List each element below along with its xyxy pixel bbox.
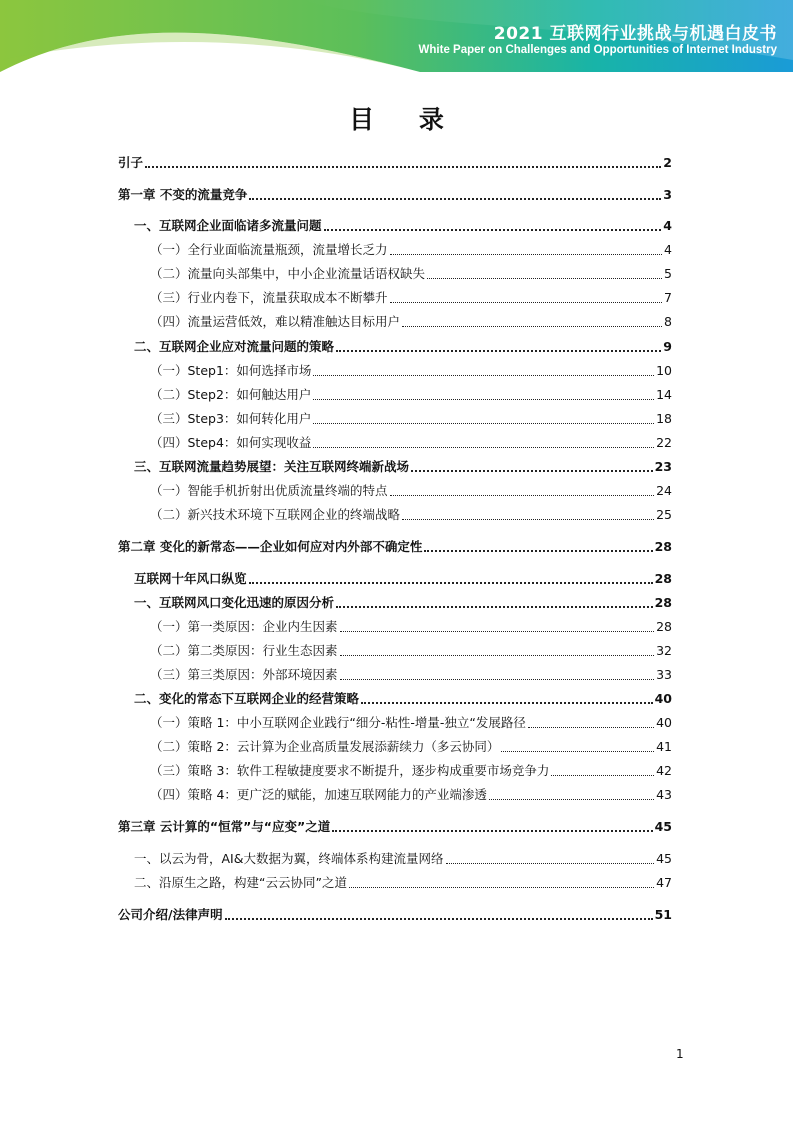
toc-entry-title: 引子 [118,155,144,170]
toc-dot-leader [313,399,654,400]
toc-entry-title: 三、互联网流量趋势展望：关注互联网终端新战场 [134,459,410,474]
toc-entry[interactable] [150,479,672,499]
toc-dot-leader [501,751,654,752]
toc-entry-title: 第一章 不变的流量竞争 [118,187,248,202]
header-subtitle: White Paper on Challenges and Opportunities of Internet Industry [418,44,777,56]
toc-entry-page: 51 [654,907,672,922]
toc-dot-leader [336,606,653,608]
toc-entry-title: （二）第二类原因：行业生态因素 [150,643,338,658]
toc-entry[interactable] [150,615,672,635]
toc-entry[interactable] [150,359,672,379]
toc-entry-page: 47 [656,875,672,890]
toc-entry[interactable] [150,238,672,258]
toc-entry-page: 18 [656,411,672,426]
toc-dot-leader [489,799,654,800]
toc-entry-page: 28 [654,539,672,554]
toc-entry-page: 33 [656,667,672,682]
toc-entry-page: 45 [656,851,672,866]
toc-entry[interactable] [150,759,672,779]
toc-dot-leader [528,727,654,728]
toc-entry[interactable] [134,847,672,867]
page-number: 1 [676,1047,684,1061]
toc-dot-leader [145,166,661,168]
toc-entry[interactable] [134,335,672,355]
toc-entry-title: 二、互联网企业应对流量问题的策略 [134,339,335,354]
toc-dot-leader [427,278,662,279]
toc-entry[interactable] [118,535,672,555]
toc-entry-page: 40 [654,691,672,706]
toc-entry-page: 10 [656,363,672,378]
toc-entry-page: 24 [656,483,672,498]
toc-entry-title: （四）Step4：如何实现收益 [150,435,312,450]
toc-dot-leader [411,470,653,472]
toc-entry-title: （四）流量运营低效，难以精准触达目标用户 [150,314,401,329]
header-title: 2021 互联网行业挑战与机遇白皮书 [493,24,777,44]
toc-entry-title: 第二章 变化的新常态——企业如何应对内外部不确定性 [118,539,423,554]
toc-entry-title: 一、互联网企业面临诸多流量问题 [134,218,322,233]
header-banner [0,0,793,72]
toc-entry-page: 9 [663,339,672,354]
toc-dot-leader [402,326,662,327]
toc-dot-leader [313,375,654,376]
toc-entry-title: 公司介绍/法律声明 [118,907,223,922]
toc-entry-page: 2 [663,155,672,170]
toc-entry-page: 4 [663,218,672,233]
toc-entry-title: （二）新兴技术环境下互联网企业的终端战略 [150,507,401,522]
toc-entry[interactable] [150,407,672,427]
toc-entry-page: 3 [663,187,672,202]
toc-entry-title: （一）全行业面临流量瓶颈，流量增长乏力 [150,242,388,257]
toc-entry-title: （二）流量向头部集中，中小企业流量话语权缺失 [150,266,426,281]
toc-entry-title: （二）Step2：如何触达用户 [150,387,312,402]
toc-dot-leader [551,775,654,776]
toc-dot-leader [340,655,655,656]
toc-dot-leader [390,254,663,255]
toc-dot-leader [390,495,655,496]
toc-entry-title: 二、变化的常态下互联网企业的经营策略 [134,691,360,706]
toc-entry[interactable] [134,567,672,587]
toc-entry-title: 第三章 云计算的“恒常”与“应变”之道 [118,819,331,834]
toc-entry-title: （三）行业内卷下，流量获取成本不断攀升 [150,290,388,305]
toc-entry[interactable] [150,711,672,731]
toc-entry-page: 32 [656,643,672,658]
toc-entry-title: （一）策略 1：中小互联网企业践行“细分-粘性-增量-独立“发展路径 [150,715,526,730]
toc-entry-title: （四）策略 4：更广泛的赋能，加速互联网能力的产业端渗透 [150,787,487,802]
toc-entry[interactable] [150,431,672,451]
toc-entry-page: 25 [656,507,672,522]
toc-entry-title: 互联网十年风口纵览 [134,571,247,586]
toc-entry[interactable] [134,591,672,611]
toc-entry[interactable] [118,815,672,835]
toc-entry-page: 7 [664,290,672,305]
toc-dot-leader [313,447,654,448]
toc-entry[interactable] [150,663,672,683]
toc-dot-leader [336,350,661,352]
toc-entry-title: （一）第一类原因：企业内生因素 [150,619,338,634]
toc-entry-page: 22 [656,435,672,450]
toc-entry[interactable] [134,871,672,891]
toc-entry-title: 一、以云为骨，AI&大数据为翼，终端体系构建流量网络 [134,851,444,866]
toc-entry-page: 28 [654,571,672,586]
toc-entry[interactable] [134,687,672,707]
toc-dot-leader [361,702,653,704]
toc-entry-title: （三）第三类原因：外部环境因素 [150,667,338,682]
toc-entry-title: 二、沿原生之路，构建“云云协同”之道 [134,875,347,890]
toc-entry-title: （三）策略 3：软件工程敏捷度要求不断提升，逐步构成重要市场竞争力 [150,763,550,778]
toc-entry-title: （一）智能手机折射出优质流量终端的特点 [150,483,388,498]
toc-entry-page: 45 [654,819,672,834]
toc-entry-title: （二）策略 2：云计算为企业高质量发展添薪续力（多云协同） [150,739,500,754]
toc-heading: 目 录 [349,105,462,134]
toc-entry-page: 8 [664,314,672,329]
toc-entry-page: 42 [656,763,672,778]
toc-entry[interactable] [150,735,672,755]
toc-entry-title: 一、互联网风口变化迅速的原因分析 [134,595,335,610]
toc-dot-leader [324,229,662,231]
toc-entry[interactable] [150,286,672,306]
toc-dot-leader [225,918,653,920]
toc-entry-page: 41 [656,739,672,754]
toc-entry-page: 28 [656,619,672,634]
toc-entry[interactable] [134,214,672,234]
toc-dot-leader [249,198,661,200]
toc-entry-page: 5 [664,266,672,281]
toc-entry[interactable] [118,903,672,923]
toc-dot-leader [340,679,655,680]
toc-entry[interactable] [150,503,672,523]
toc-dot-leader [340,631,655,632]
toc-entry-title: （三）Step3：如何转化用户 [150,411,312,426]
toc-dot-leader [313,423,654,424]
toc-entry-page: 4 [664,242,672,257]
toc-entry-page: 28 [654,595,672,610]
toc-entry[interactable] [150,639,672,659]
toc-dot-leader [390,302,663,303]
toc-entry[interactable] [150,262,672,282]
toc-entry[interactable] [150,783,672,803]
toc-dot-leader [332,830,652,832]
toc-dot-leader [424,550,652,552]
toc-entry[interactable] [134,455,672,475]
toc-entry-page: 40 [656,715,672,730]
toc-dot-leader [349,887,654,888]
toc-entry-page: 23 [654,459,672,474]
toc-entry[interactable] [118,183,672,203]
toc-entry[interactable] [150,383,672,403]
toc-dot-leader [446,863,655,864]
toc-entry-page: 14 [656,387,672,402]
toc-entry-title: （一）Step1：如何选择市场 [150,363,312,378]
toc-entry[interactable] [118,151,672,171]
toc-entry[interactable] [150,310,672,330]
toc-entry-page: 43 [656,787,672,802]
toc-dot-leader [402,519,654,520]
toc-dot-leader [249,582,653,584]
